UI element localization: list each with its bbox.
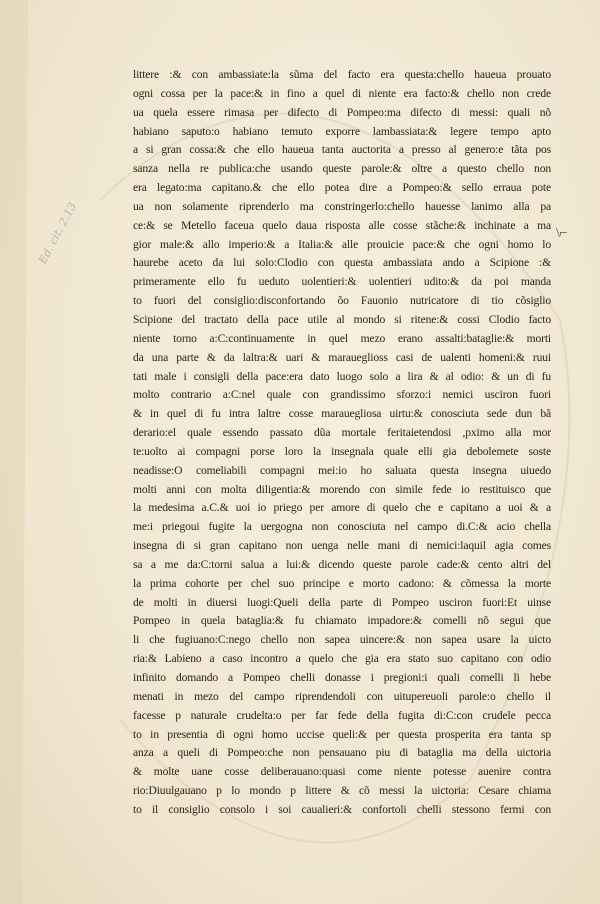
margin-annotation: Ed. cit. 2.13 xyxy=(36,200,80,267)
text-line: era legato:ma capitano.& che ello potea dire a Pompeo:& sello erraua pote xyxy=(133,181,551,195)
text-line: la medesima a.C.& uoi io priego per amore di quelo che e capitano a uoi & a xyxy=(133,501,551,515)
text-line: Scipione del tractato della pace utile al mondo si ritene:& cossi Clodio facto xyxy=(133,312,551,326)
text-line: me:i priegoui fugite la uergogna non conosciuta nel campo di.C:& acio chella xyxy=(133,520,551,534)
text-line: facesse p naturale crudelta:o per far fede della fugita di:C:con crudele pecca xyxy=(133,708,551,722)
text-line: neadisse:O comeliabili compagni mei:io ho saluata questa insegna uiuedo xyxy=(133,463,551,477)
text-line: littere :& con ambassiate:la sũma del facto era questa:chello haueua prouato xyxy=(133,68,551,81)
text-line: habiano saputo:o habiano temuto exporre lambassiata:& legere tempo apto xyxy=(133,124,551,138)
text-line: molti anni con molta diligentia:& morendo con simile fede io restituisco que xyxy=(133,482,551,496)
text-line: Pompeo in quela bataglia:& fu chiamato impadore:& comelli nõ segui que xyxy=(133,614,551,628)
text-line: li che fugiuano:C:nego chello non sapea uincere:& non sapea usare la uicto xyxy=(133,633,551,647)
text-line: ria:& Labieno a caso incontro a quelo che gia era stato suo capitano con odio xyxy=(133,652,551,666)
text-line: derario:el quale essendo passato dũa mortale feritaietendosi ,pximo alla mor xyxy=(133,426,551,440)
text-line: da una parte & da laltra:& uari & maraueglioss casi de ualenti homeni:& ruui xyxy=(133,350,551,364)
text-line: molto contrario a:C:nel quale con grandissimo sforzo:i nemici usciron fuori xyxy=(133,388,551,402)
text-line: & in quel di fu intra laltre cosse marauegliosa uirtu:& conosciuta sede dun bã xyxy=(133,407,551,421)
text-line: te:uolto ai compagni porse loro la insegnala quale elli gia debolemete soste xyxy=(133,444,551,458)
text-line: la prima cohorte per chel suo principe e morto cadono: & cõmessa la morte xyxy=(133,576,551,590)
text-line: ce:& se Metello faceua quelo daua risposta alle cosse stãche:& inchinate a ma xyxy=(133,218,551,232)
text-line: ua non solamente riprenderlo ma constringerlo:chello hauesse lanimo alla pa xyxy=(133,199,551,213)
body-text xyxy=(133,66,551,820)
text-line: primeramente ello fu ueduto uolentieri:& uolentieri udito:& da poi manda xyxy=(133,275,551,289)
text-line: to fuori del consiglio:disconfortando õo Fauonio nutricatore di tio cõsiglio xyxy=(133,294,551,308)
text-line: ogni cossa per la pace:& in fino a quel di niente era facto:& chello non crede xyxy=(133,86,551,100)
margin-mark: \ ⌐ xyxy=(556,226,566,241)
text-line: rio:Diuulgauano p lo mondo p littere & cõ messi la uictoria: Cesare chiama xyxy=(133,784,551,798)
text-line: ua quela essere rimasa per difecto di Pompeo:ma difecto di messi: quali nõ xyxy=(133,105,551,119)
text-line: a si gran cossa:& che ello haueua tanta auctorita a presso al genero:e tãta pos xyxy=(133,143,551,157)
text-line: insegna di si gran capitano non uenga nelle mani di nemici:laquil agia comes xyxy=(133,539,551,553)
text-line: & molte uane cosse deliberauano:quasi come niente potesse auenire contra xyxy=(133,765,551,779)
text-line: de molti in diuersi luogi:Queli della parte di Pompeo usciron fuori:Et uinse xyxy=(133,595,551,609)
text-line: infinito domando a Pompeo chelli donasse i pregioni:i quali comelli li hebe xyxy=(133,671,551,684)
text-line: to il consiglio consolo i soi caualieri:& confortoli chelli stessono fermi con xyxy=(133,802,551,816)
text-line: tati male i consigli della pace:era dato luogo solo a lira & al odio: & un di fu xyxy=(133,369,551,383)
text-line: anza a queli di Pompeo:che non pensauano piu di bataglia ma della uictoria xyxy=(133,746,551,760)
text-line: niente torno a:C:continuamente in quel mezo erano assalti:bataglie:& morti xyxy=(133,331,551,345)
text-line: haurebe aceto da lui solo:Clodio con questa ambassiata ando a Scipione :& xyxy=(133,256,551,270)
text-line: sa a me da:C:torni salua a lui:& dicendo queste parole cade:& cento altri del xyxy=(133,557,551,571)
text-line: menati in mezo del campo riprendendoli con uitupereuoli parole:o chello il xyxy=(133,689,551,703)
text-line: gior male:& allo imperio:& a Italia:& alle prouicie pace:& che ogni homo lo xyxy=(133,237,551,251)
text-line: sanza nella re publica:che usando queste parole:& oltre a questo chello non xyxy=(133,162,551,176)
text-line: to in presentia di ogni homo uccise queli:& per questa prosperita era tanta sp xyxy=(133,727,551,741)
